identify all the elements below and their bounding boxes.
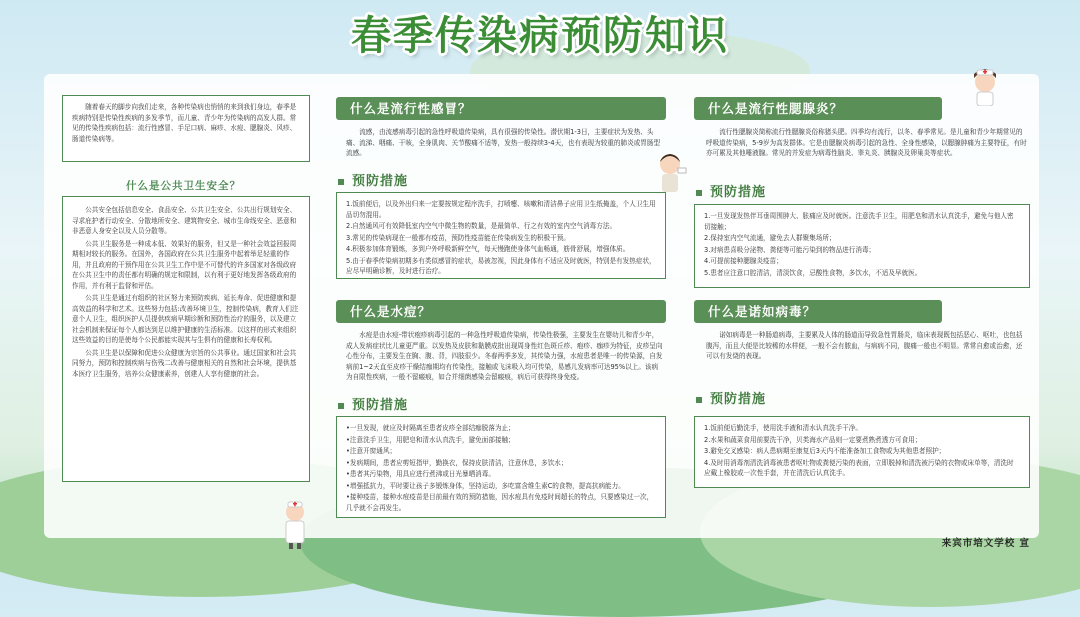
list-item: 3.常见的传染病现在一般都有疫苗，预防性疫苗能在传染病发生的积极干预。	[346, 233, 570, 242]
list-item: 4.及时用消毒剂清洗消毒被患者呕吐物或粪便污染的表面，立即脱掉和清洗被污染的衣物或床单等，清洗时应戴上橡胶或一次性手套，并在清洗后认真洗手。	[704, 458, 1014, 477]
flu-header: 什么是流行性感冒？	[336, 97, 666, 120]
list-item: 3.对病患喜吸分泌物、粪便等可能污染到的物品进行消毒；	[704, 245, 876, 254]
list-item: 3.避免交叉感染：病人患病期至康复后3天内不能准备加工食物或为其他患者照护；	[704, 447, 946, 455]
chickenpox-prevent-label: 预防措施	[352, 398, 409, 413]
norovirus-prevent-label: 预防措施	[710, 392, 767, 407]
norovirus-measures-box	[694, 416, 1030, 488]
norovirus-description-text: 诺如病毒是一种肠道病毒，主要累及人体的肠道而导致急性胃肠炎，临床表现既包括恶心、呕吐，也包括腹泻，而且大便是比较稀的水样便，一般不会有脓血，与病病不同，腹痛一般也不明显。常常自愈或治愈，还可以有发烧的表现。	[706, 331, 1023, 360]
list-item: 1.饭前便后，以及外出归来一定要按规定程序洗手，打喷嚏、咳嗽和清洁鼻子应用卫生纸掩盖，个人卫生用品切勿混用。	[346, 200, 656, 219]
list-item: 5.患者应注意口腔清洁，清淡饮食，忌酸性食物，多饮水，不适及早就医。	[704, 268, 922, 277]
mumps-measures-box	[694, 204, 1030, 288]
list-item: •发病期间，患者应剪短指甲，勤换衣，保持皮肤清洁，注意休息，多饮水；	[346, 458, 568, 467]
list-item: 4.积极参加体育锻炼，多到户外呼吸新鲜空气，每天慢跑使身体气血畅通，筋骨舒展，增强体质。	[346, 245, 630, 253]
nurse-illustration	[960, 66, 1010, 106]
list-item: 2.保持室内空气流通，避免去人群聚集场所；	[704, 234, 836, 242]
chickenpox-measures-box	[336, 416, 666, 518]
list-item: •注意洗手卫生，用肥皂和清水认真洗手，避免面部接触；	[346, 435, 515, 444]
footer-credit: 来宾市培文学校 宣	[941, 538, 1030, 549]
chickenpox-description	[346, 330, 664, 383]
mumps-description	[706, 127, 1028, 159]
list-item: •注意开窗通风；	[346, 447, 397, 455]
mumps-prevent-title	[696, 181, 766, 200]
list-item: 2.自然通风可有效降低室内空气中微生物的数量，是最简单、行之有效的室内空气消毒方法。	[346, 222, 617, 230]
list-item: 1.饭前便后勤洗手，使用洗手液和清水认真洗手干净。	[704, 424, 862, 432]
list-item: 1.一旦发现发热伴耳垂周围肿大、胀痛应及时就医。注意洗手卫生，用肥皂和清水认真洗手，避免与他人密切接触；	[704, 212, 1014, 231]
chickenpox-header: 什么是水痘？	[336, 300, 666, 323]
list-item: •接种疫苗，接种水痘疫苗是目前最有效的预防措施，因水痘具有免疫时间超长的特点，只要感染过一次，几乎就不会再发生。	[346, 493, 654, 512]
mumps-description-text: 流行性腮腺炎简称流行性腮腺炎俗称猪头肥。四季均有流行，以冬、春季常见。是儿童和青少年期常见的呼吸道传染病，5-9岁为高发群体。它是由腮腺炎病毒引起的急性、全身性感染，以腮腺肿痛为主要特征，有时亦可累及其他唾液腺。常见的并发症为病毒性脑炎、睾丸炎、胰腺炎及卵巢炎等症状。	[706, 128, 1027, 157]
list-item: •患者其污染物，用具应进行煮沸或日光暴晒消毒。	[346, 470, 495, 478]
bullet-icon	[338, 179, 344, 185]
intro-text: 随着春天的脚步向我们走来，各种传染病也悄悄的来到我们身边，春季是疾病特别是传染性疾病的多发季节，而儿童、青少年为传染病的高发人群。常见的传染性疾病包括：流行性感冒、手足口病、麻疹、水痘、腮腺炎、风疹、肠道传染病等。	[72, 103, 297, 143]
flu-description	[346, 127, 664, 159]
public-health-paragraph: 公共卫生是通过有组织的社区努力来预防疾病、延长寿命、促进健康和提高效益的科学和艺术。这些努力包括:改善环境卫生，控制传染病，教育人们注意个人卫生，组织医护人员提供疾病早期诊断和预防性治疗的服务，以及建立社会机制来保证每个人都达到足以维护健康的生活标准。以这样的形式来组织这些效益的目的是使每个公民都能实现其与生俱有的健康和长寿权利。	[72, 294, 299, 344]
list-item: 4.可提前接种腮腺炎疫苗；	[704, 257, 783, 265]
bullet-icon	[696, 190, 702, 196]
list-item: 5.由于春季传染病初期多有类似感冒的症状，易被忽视，因此身体有不适应及时就医，特别是有发热症状，应尽早明确诊断，及时进行治疗。	[346, 256, 656, 275]
sick-child-illustration	[650, 150, 690, 196]
mumps-header: 什么是流行性腮腺炎？	[694, 97, 942, 120]
chickenpox-prevent-title	[338, 394, 408, 413]
flu-description-text: 流感，由流感病毒引起的急性呼吸道传染病，具有很强的传染性。潜伏期1-3日，主要症状为发热、头痛、流涕、咽痛、干咳，全身肌肉、关节酸痛不适等，发热一般持续3-4天，也有表现为较重的肺炎或胃肠型流感。	[346, 128, 661, 157]
public-health-title: 什么是公共卫生安全？	[126, 180, 241, 192]
public-health-paragraph: 公共卫生服务是一种成本低、效果好的服务，但又是一种社会效益回报周期相对较长的服务。在国外，各国政府在公共卫生服务中起着举足轻重的作用，并且政府的干预作用在公共卫生工作中是不可替代的许多国家对各级政府在公共卫生中的责任都有明确的规定和限制，以有利于更好地发挥各级政府的作用，并有利于监督和评估。	[72, 239, 297, 290]
flu-measures-box	[336, 192, 666, 279]
chickenpox-description-text: 水痘是由水痘-带状疱疹病毒引起的一种急性呼吸道传染病，传染性极强，主要发生在婴幼儿和青少年，成人发病症状比儿童更严重。以发热及皮肤和黏膜成批出现周身性红色斑丘疹、疱疹、痂疹为特征，皮疹呈向心性分布，主要发生在胸、腹、背，四肢很少。冬春两季多发，其传染力强，水痘患者是唯一的传染源，自发病前1~2天直至皮疹干燥结痂期均有传染性，接触或飞沫吸入均可传染，易感儿发病率可达95%以上。该病为自限性疾病，一般不留瘢痕，如合并细菌感染会留瘢痕，病后可获得终身免疫。	[346, 331, 663, 381]
list-item: 2.水果和蔬菜食用前要洗干净，贝类海水产品则一定要煮熟煮透方可食用；	[704, 435, 922, 444]
norovirus-prevent-title	[696, 388, 766, 407]
public-health-box	[62, 196, 310, 482]
public-health-paragraph: 公共卫生是以保障和促进公众健康为宗旨的公共事业。通过国家和社会共同努力，预防和控制疾病与伤残二改善与健康相关的自然和社会环境，提供基本医疗卫生服务，培养公众健康素养，创建人人享有健康的社会。	[72, 348, 297, 378]
doctor-illustration	[280, 500, 310, 550]
intro-box	[62, 95, 310, 162]
public-health-paragraph: 公共安全包括信息安全、食品安全、公共卫生安全、公共出行规划安全、寻求庇护者行动安全、分散地所安全、建筑物安全、城市生命线安全、恶意和非恶意人身安全以及人员分散等。	[72, 206, 297, 235]
bullet-icon	[338, 403, 344, 409]
flu-prevent-title	[338, 170, 408, 189]
list-item: •增强抵抗力，平时要让孩子多锻炼身体，坚持运动，多吃富含维生素C的食物，提高抗病能力。	[346, 481, 625, 490]
mumps-prevent-label: 预防措施	[710, 185, 767, 200]
bullet-icon	[696, 397, 702, 403]
list-item: •一旦发现，就应及时隔离至患者皮疹全部结痂脱落为止；	[346, 424, 515, 432]
flu-prevent-label: 预防措施	[352, 174, 409, 189]
norovirus-header: 什么是诺如病毒？	[694, 300, 942, 323]
norovirus-description	[706, 330, 1028, 362]
page-title: 春季传染病预防知识	[351, 13, 729, 59]
